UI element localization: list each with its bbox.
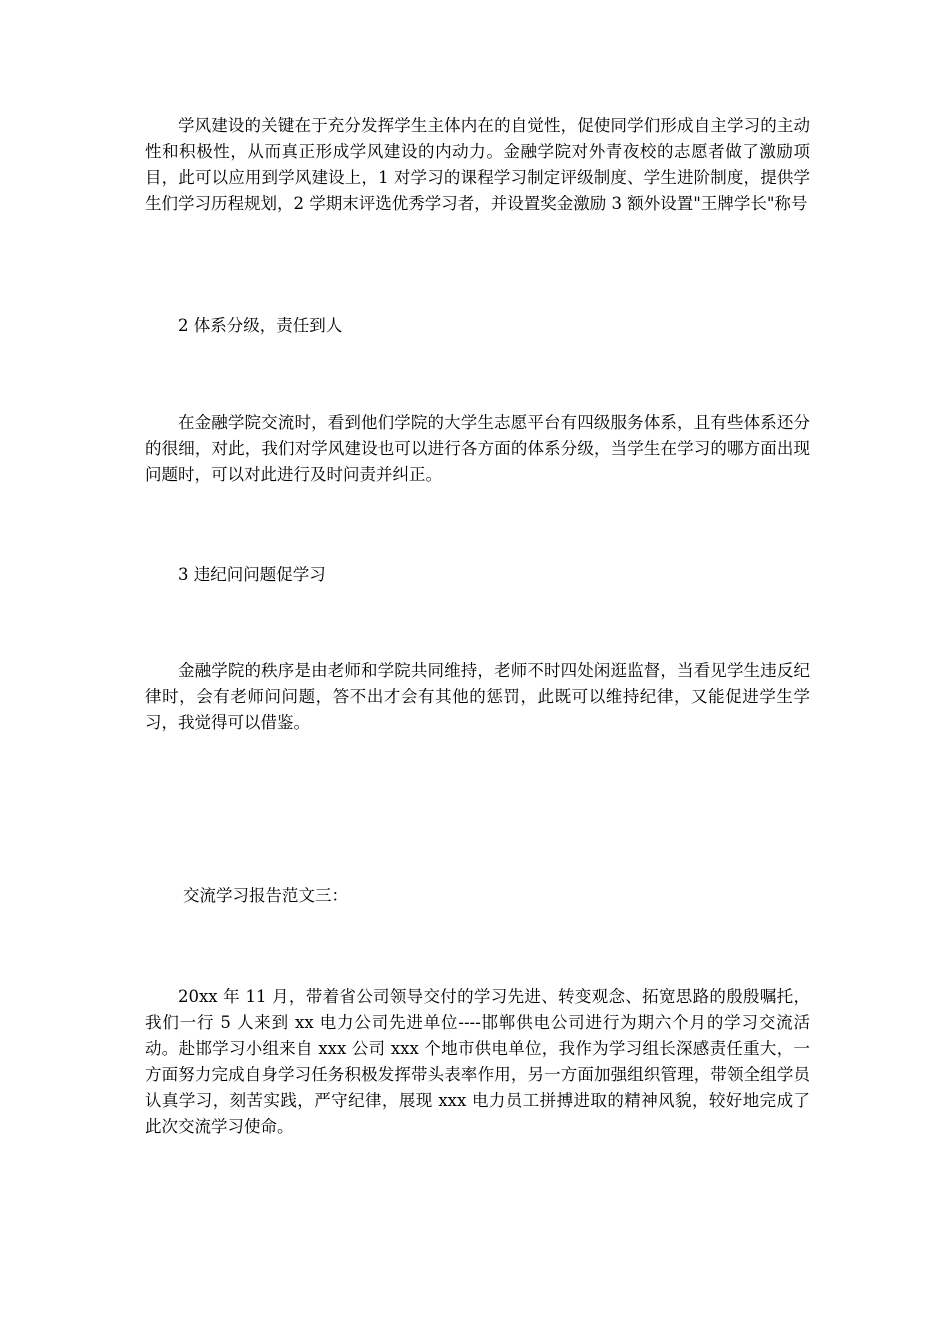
paragraph-exchange-study-report: 20xx 年 11 月，带着省公司领导交付的学习先进、转变观念、拓宽思路的殷殷嘱托，我们一行 5 人来到 xx 电力公司先进单位----邯郸供电公司进行为期六个月的学习交流活动。赴邯学习小组来自 xxx 公司 xxx 个地市供电单位，我作为学习组长深感责任重大，一方面努力完成自身学习任务积极发挥带头表率作用，另一方面加强组织管理，带领全组学员认真学习，刻苦实践，严守纪律，展现 xxx 电力员工拼搏进取的精神风貌，较好地完成了此次交流学习使命。 [145,987,810,1136]
heading-discipline-questions: 3 违纪问问题促学习 [178,565,326,584]
paragraph-system-grading: 在金融学院交流时，看到他们学院的大学生志愿平台有四级服务体系，且有些体系还分的很细，对此，我们对学风建设也可以进行各方面的体系分级，当学生在学习的哪方面出现问题时，可以对此进行及时问责并纠正。 [145,413,810,484]
heading-system-grading: 2 体系分级，责任到人 [178,316,343,335]
paragraph-discipline-questions: 金融学院的秩序是由老师和学院共同维持，老师不时四处闲逛监督，当看见学生违反纪律时，会有老师问问题，答不出才会有其他的惩罚，此既可以维持纪律，又能促进学生学习，我觉得可以借鉴。 [145,661,810,732]
heading-sample-report-three: 交流学习报告范文三： [183,886,348,905]
paragraph-study-style-motivation: 学风建设的关键在于充分发挥学生主体内在的自觉性，促使同学们形成自主学习的主动性和积极性，从而真正形成学风建设的内动力。金融学院对外青夜校的志愿者做了激励项目，此可以应用到学风建设上，1 对学习的课程学习制定评级制度、学生进阶制度，提供学生们学习历程规划，2 学期末评选优秀学习者，并设置奖金激励 3 额外设置"王牌学长"称号 [145,116,810,213]
